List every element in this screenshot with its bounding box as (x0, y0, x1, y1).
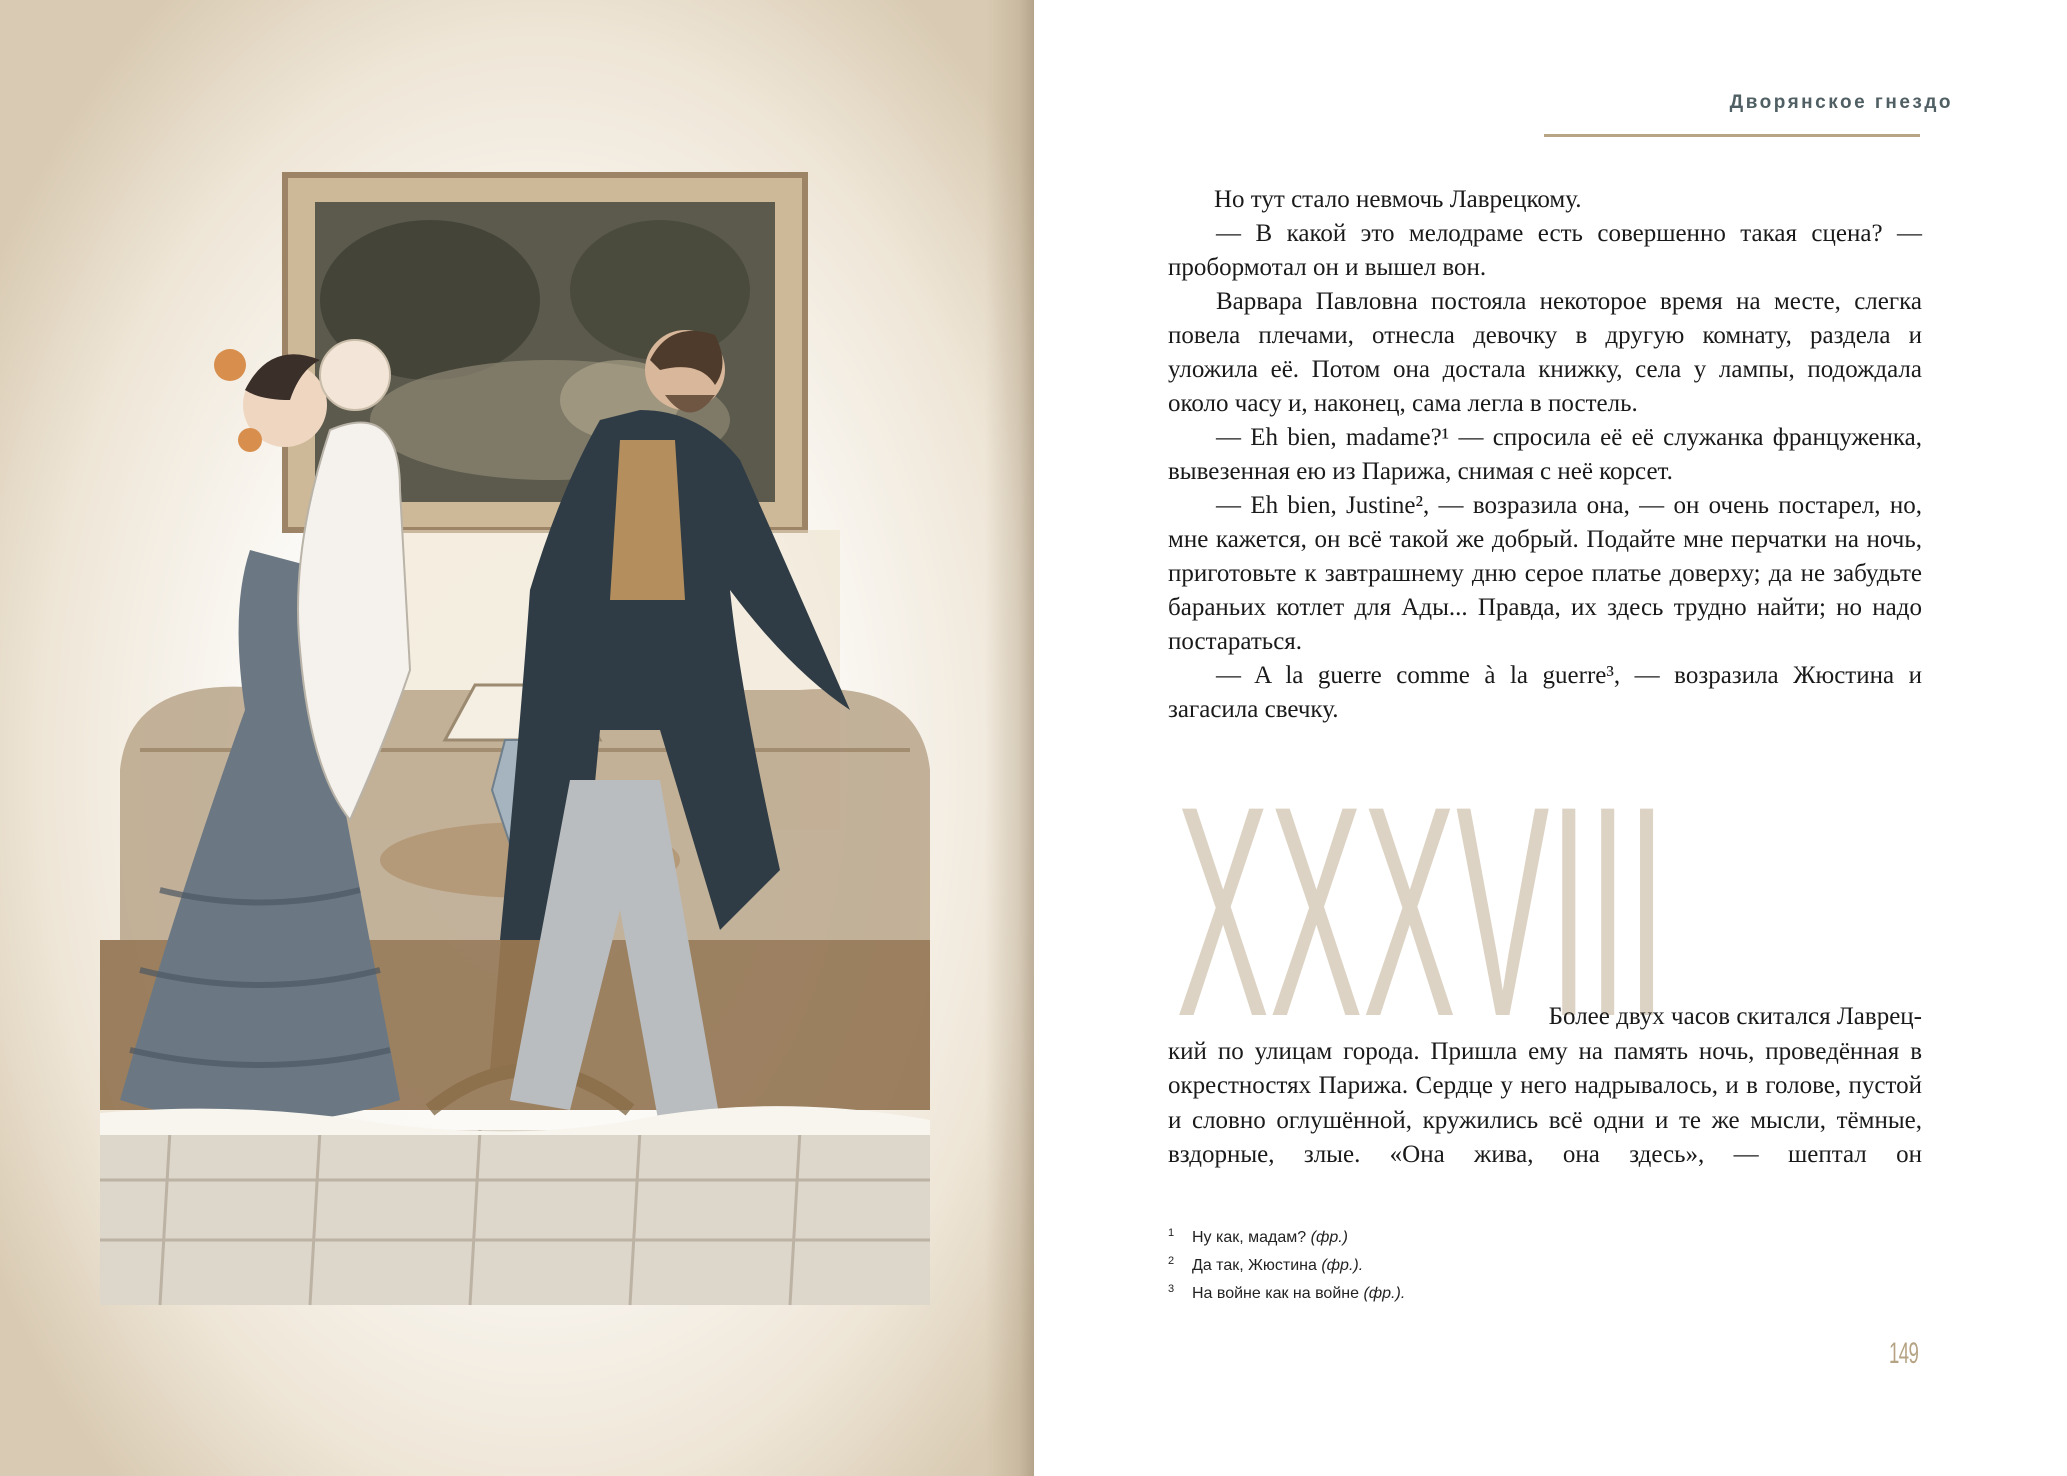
chapter-paragraph: кий по улицам города. Пришла ему на память ночь, проведённая в окрестностях Парижа. Сердце у него надрывалось, и в голове, пустой и словно оглушённой, кружились всё одни и те же мысли, тёмные, вздорные, злые. «Она жива, она здесь», — шептал он (1168, 1037, 1922, 1168)
footnote-text: Да так, Жюстина (1192, 1257, 1317, 1274)
chapter-first-line: Более двух часов скитался Лаврец- (1548, 1003, 1922, 1030)
paragraph: — Eh bien, Justine², — возразила она, — он очень постарел, но, мне кажется, он всё такой же добрый. Подайте мне перчатки на ночь, приготовьте к завтрашнему дню серое платье доверху; да не забудьте бараньих котлет для Ады... Правда, их здесь трудно найти; но надо постараться. (1168, 492, 1922, 655)
running-head-rule (1544, 134, 1920, 137)
footnote-mark: 1 (1168, 1227, 1175, 1239)
running-head: Дворянское гнездо (1729, 92, 1953, 113)
chapter-number (1176, 790, 1776, 1020)
paragraph: — В какой это мелодраме есть совершенно такая сцена? — пробормотал он и вышел вон. (1168, 220, 1922, 281)
footnote-text: Ну как, мадам? (1192, 1229, 1307, 1246)
chapter-number-text: XXXVIII (1176, 790, 1666, 1020)
man-waistcoat (610, 440, 685, 600)
gutter-shadow (985, 0, 1034, 1476)
chapter-text (1168, 1000, 1922, 1173)
paragraph: — Eh bien, madame?¹ — спросила её её служанка француженка, вывезенная ею из Парижа, снимая с неё корсет. (1168, 424, 1922, 485)
baby-head (320, 340, 390, 410)
footnote-lang: (фр.) (1310, 1229, 1348, 1246)
footnote-mark: 3 (1168, 1283, 1175, 1295)
footnote-mark: 2 (1168, 1255, 1175, 1267)
paragraph: — A la guerre comme à la guerre³, — возразила Жюстина и загасила свечку. (1168, 662, 1922, 723)
watercolor-illustration (100, 170, 1000, 1310)
page-number: 149 (1889, 1337, 1919, 1370)
footnote-lang: (фр.). (1363, 1285, 1406, 1302)
main-text (1168, 183, 1922, 727)
footnote-lang: (фр.). (1321, 1257, 1364, 1274)
paragraph: Но тут стало невмочь Лаврецкому. (1214, 186, 1582, 213)
footnote-text: На войне как на войне (1192, 1285, 1359, 1302)
paragraph: Варвара Павловна постояла некоторое время на месте, слегка повела плечами, отнесла девочку в другую комнату, раздела и уложила её. Потом она достала книжку, села у лампы, подождала около часу и, наконец, сама легла в постель. (1168, 288, 1922, 417)
